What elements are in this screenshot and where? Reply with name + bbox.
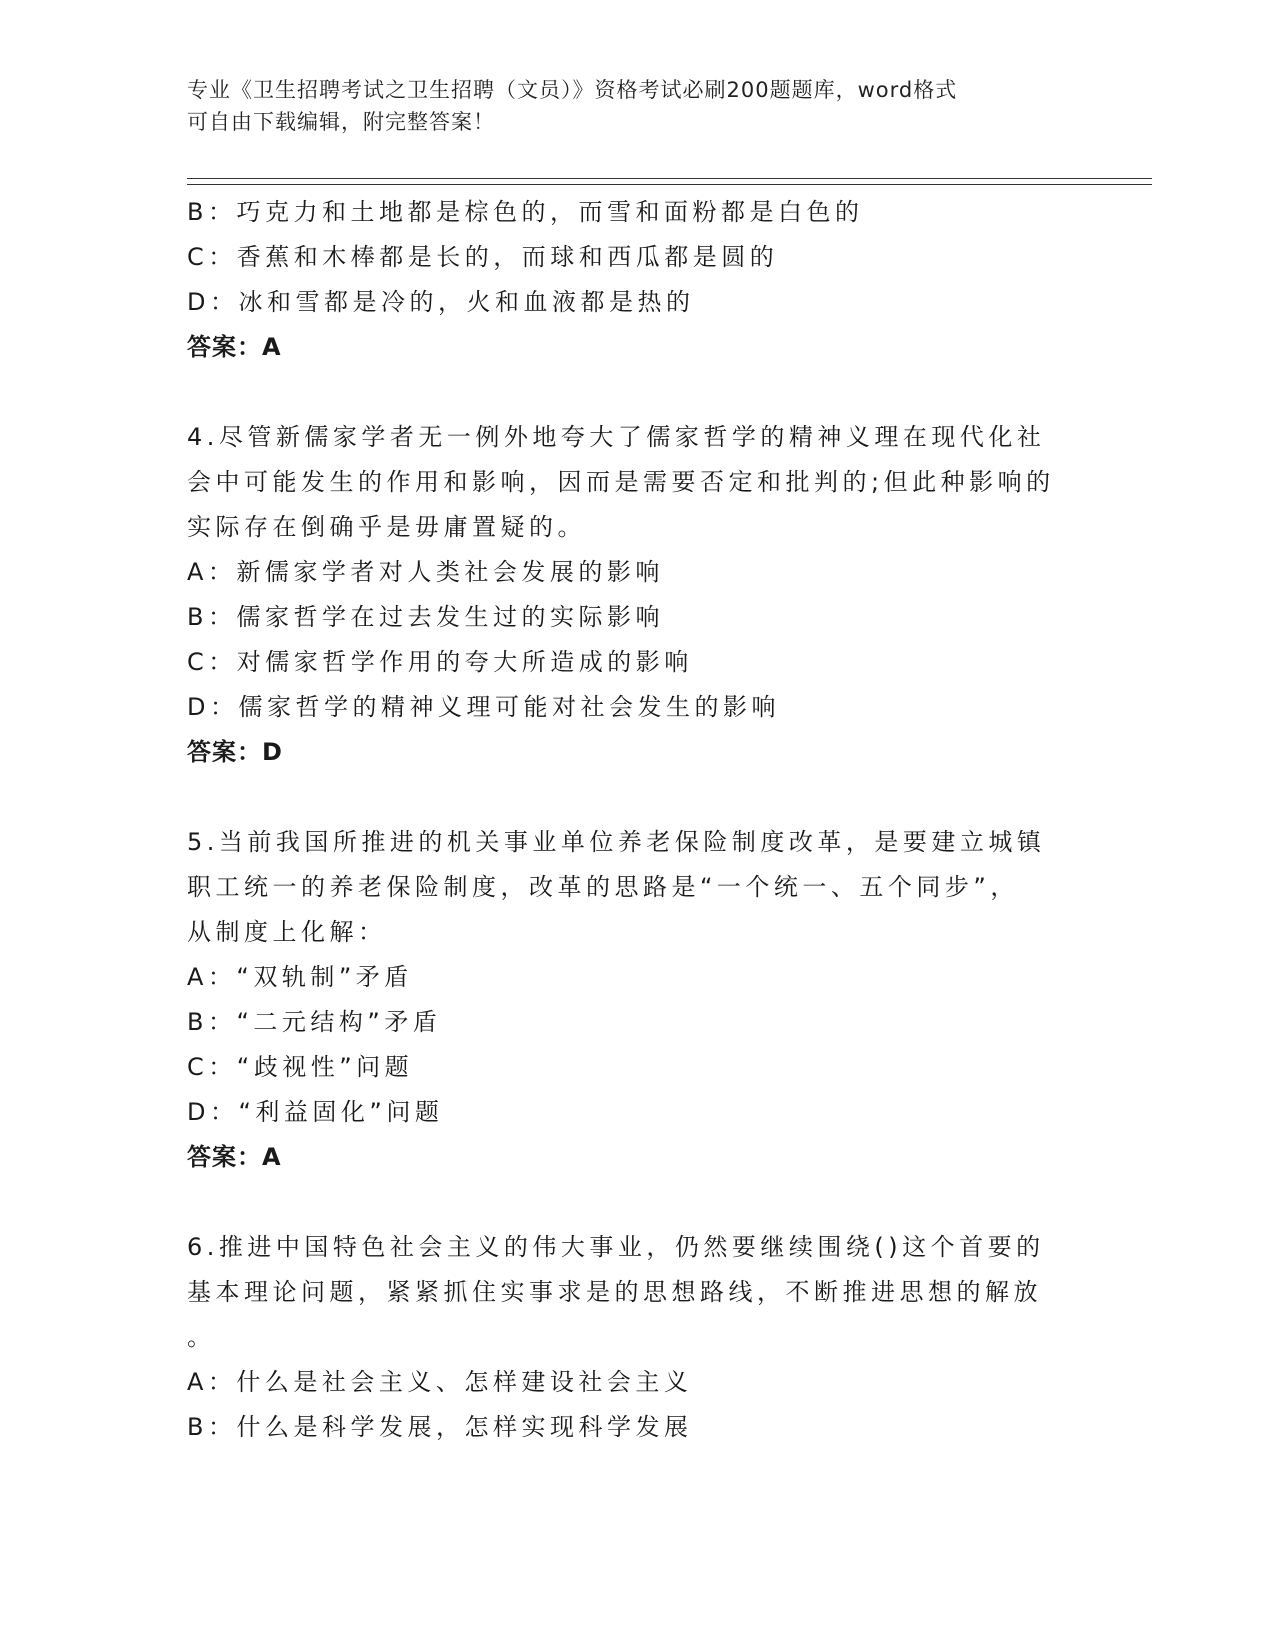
option-a: A：什么是社会主义、怎样建设社会主义 [187, 1368, 693, 1396]
answer-label: 答案：A [187, 333, 282, 361]
spacer [187, 370, 1067, 415]
question-stem: 基本理论问题，紧紧抓住实事求是的思想路线，不断推进思想的解放 [187, 1278, 1042, 1306]
option-b: B：什么是科学发展，怎样实现科学发展 [187, 1413, 693, 1441]
option-c: C：香蕉和木棒都是长的，而球和西瓜都是圆的 [187, 243, 779, 271]
option-b: B：儒家哲学在过去发生过的实际影响 [187, 603, 664, 631]
question-stem: 职工统一的养老保险制度，改革的思路是“一个统一、五个同步”， [187, 873, 1019, 901]
header-double-rule [187, 178, 1152, 185]
option-b: B：巧克力和土地都是棕色的，而雪和面粉都是白色的 [187, 198, 864, 226]
question-stem: 实际存在倒确乎是毋庸置疑的。 [187, 513, 586, 541]
option-a: A：“双轨制”矛盾 [187, 963, 413, 991]
question-3 [187, 190, 1067, 370]
question-stem: 4.尽管新儒家学者无一例外地夸大了儒家哲学的精神义理在现代化社 [187, 423, 1046, 451]
document-body [187, 190, 1067, 1450]
spacer [187, 775, 1067, 820]
question-stem: 会中可能发生的作用和影响，因而是需要否定和批判的;但此种影响的 [187, 468, 1055, 496]
header-line-1: 专业《卫生招聘考试之卫生招聘（文员）》资格考试必刷200题题库，word格式 [187, 78, 958, 102]
header-line-2: 可自由下载编辑，附完整答案！ [187, 110, 495, 134]
question-5 [187, 820, 1067, 1180]
option-c: C：“歧视性”问题 [187, 1053, 414, 1081]
question-6 [187, 1225, 1067, 1450]
answer-label: 答案：A [187, 1143, 282, 1171]
option-a: A：新儒家学者对人类社会发展的影响 [187, 558, 664, 586]
option-d: D：儒家哲学的精神义理可能对社会发生的影响 [187, 693, 780, 721]
spacer [187, 1180, 1067, 1225]
option-d: D：“利益固化”问题 [187, 1098, 444, 1126]
question-stem: 5.当前我国所推进的机关事业单位养老保险制度改革，是要建立城镇 [187, 828, 1046, 856]
option-c: C：对儒家哲学作用的夸大所造成的影响 [187, 648, 693, 676]
answer-label: 答案：D [187, 738, 283, 766]
question-stem: 从制度上化解： [187, 918, 387, 946]
question-stem: 6.推进中国特色社会主义的伟大事业，仍然要继续围绕()这个首要的 [187, 1233, 1045, 1261]
option-b: B：“二元结构”矛盾 [187, 1008, 442, 1036]
option-d: D：冰和雪都是冷的，火和血液都是热的 [187, 288, 695, 316]
question-stem: 。 [187, 1323, 216, 1351]
question-4 [187, 415, 1067, 775]
document-header [187, 74, 1077, 138]
